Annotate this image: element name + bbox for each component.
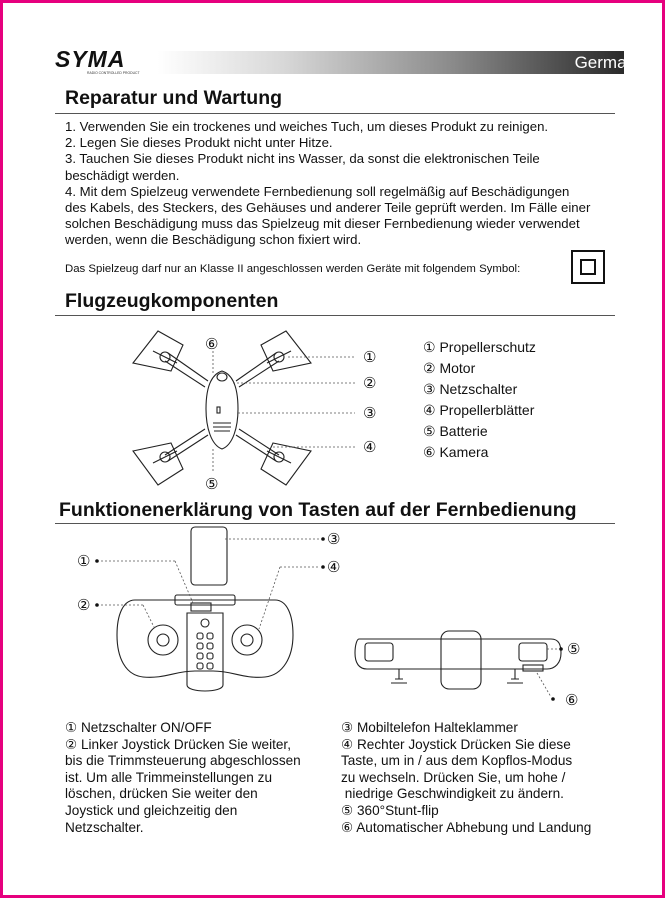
section-title-components: Flugzeugkomponenten: [65, 290, 279, 312]
propeller-blade-icon: [153, 351, 291, 463]
class2-note: Das Spielzeug darf nur an Klasse II angeschlossen werden Geräte mit folgendem Symbol:: [65, 263, 521, 275]
callout-5: ⑤: [205, 476, 219, 493]
callout-2: ②: [363, 375, 377, 392]
component-item: ⑤ Batterie: [423, 423, 488, 439]
auto-takeoff-button-icon: [523, 665, 543, 671]
battery-icon: [213, 423, 231, 431]
remote-body: [117, 600, 293, 677]
callout-4: ④: [363, 439, 377, 456]
propeller-guard-icon: [133, 443, 183, 485]
propeller-guard-icon: [133, 331, 183, 371]
callout-3: ③: [327, 531, 341, 548]
stunt-button-icon: [519, 643, 547, 661]
power-switch-icon: [217, 407, 220, 413]
section-divider: [55, 523, 615, 524]
component-item: ① Propellerschutz: [423, 339, 536, 355]
remote-desc-right: ③ Mobiltelefon Halteklammer ④ Rechter Joystick Drücken Sie diese Taste, um in / aus dem Kopflos-Modus zu wechseln. Drücken Sie, um hohe / niedrige Geschwindigkeit zu ändern. ⑤ 360°Stunt-flip ⑥ Automatischer Abhebung und Landung: [341, 720, 592, 835]
left-joystick-icon: [148, 625, 178, 655]
component-item: ④ Propellerblätter: [423, 402, 535, 418]
class-ii-symbol-icon: [571, 250, 605, 284]
joystick-stem-icon: [391, 669, 407, 683]
callout-1: ①: [77, 553, 91, 570]
svg-text:RADIO CONTROLLED PRODUCT: RADIO CONTROLLED PRODUCT: [87, 71, 140, 75]
power-switch-icon: [191, 603, 211, 611]
propeller-guard-icon: [261, 443, 311, 485]
svg-text:SYMA: SYMA: [55, 47, 126, 72]
trim-buttons-icon: [197, 633, 213, 669]
callout-6: ⑥: [205, 336, 219, 353]
language-label: German: [574, 53, 636, 72]
phone-holder-icon: [441, 631, 481, 689]
callout-4: ④: [327, 559, 341, 576]
section-title-remote: Funktionenerklärung von Tasten auf der Fernbedienung: [59, 499, 577, 521]
syma-logo: [55, 47, 155, 75]
component-item: ② Motor: [423, 360, 476, 376]
stunt-button-icon: [201, 619, 209, 627]
callout-6: ⑥: [565, 692, 579, 709]
callout-5: ⑤: [567, 641, 581, 658]
remote-front-diagram: [65, 525, 355, 705]
camera-icon: [217, 373, 227, 381]
phone-holder-icon: [191, 527, 227, 585]
callout-2: ②: [77, 597, 91, 614]
component-item: ⑥ Kamera: [423, 444, 489, 460]
maintenance-text: 1. Verwenden Sie ein trockenes und weiches Tuch, um dieses Produkt zu reinigen. 2. Legen Sie dieses Produkt nicht unter Hitze. 3. Tauchen Sie dieses Produkt nicht ins Wasser, da sonst die elektronischen Teile beschädigt werden. 4. Mit dem Spielzeug verwendete Fernbedienung soll regelmäßig auf Beschädigungen des Kabels, des Steckers, des Gehäuses und anderer Teile geprüft werden. Im Fälle einer solchen Beschädigung muss das Spielzeug mit dieser Fernbedienung wieder verwendet werden, wenn die Beschädigung schon fixiert wird.: [65, 119, 591, 248]
joystick-stem-icon: [507, 669, 523, 683]
propeller-guard-icon: [261, 331, 311, 371]
right-joystick-icon: [232, 625, 262, 655]
section-divider: [55, 113, 615, 114]
component-item: ③ Netzschalter: [423, 381, 518, 397]
remote-top-diagram: [351, 613, 591, 709]
remote-desc-left: ① Netzschalter ON/OFF ② Linker Joystick Drücken Sie weiter, bis die Trimmsteuerung abgeschlossen ist. Um alle Trimmeinstellungen zu löschen, drücken Sie weiter den Joystick und gleichzeitig den Netzschalter.: [65, 720, 301, 835]
callout-1: ①: [363, 349, 377, 366]
section-divider: [55, 315, 615, 316]
callout-3: ③: [363, 405, 377, 422]
drone-diagram: [113, 323, 393, 493]
section-title-maintenance: Reparatur und Wartung: [65, 87, 283, 109]
